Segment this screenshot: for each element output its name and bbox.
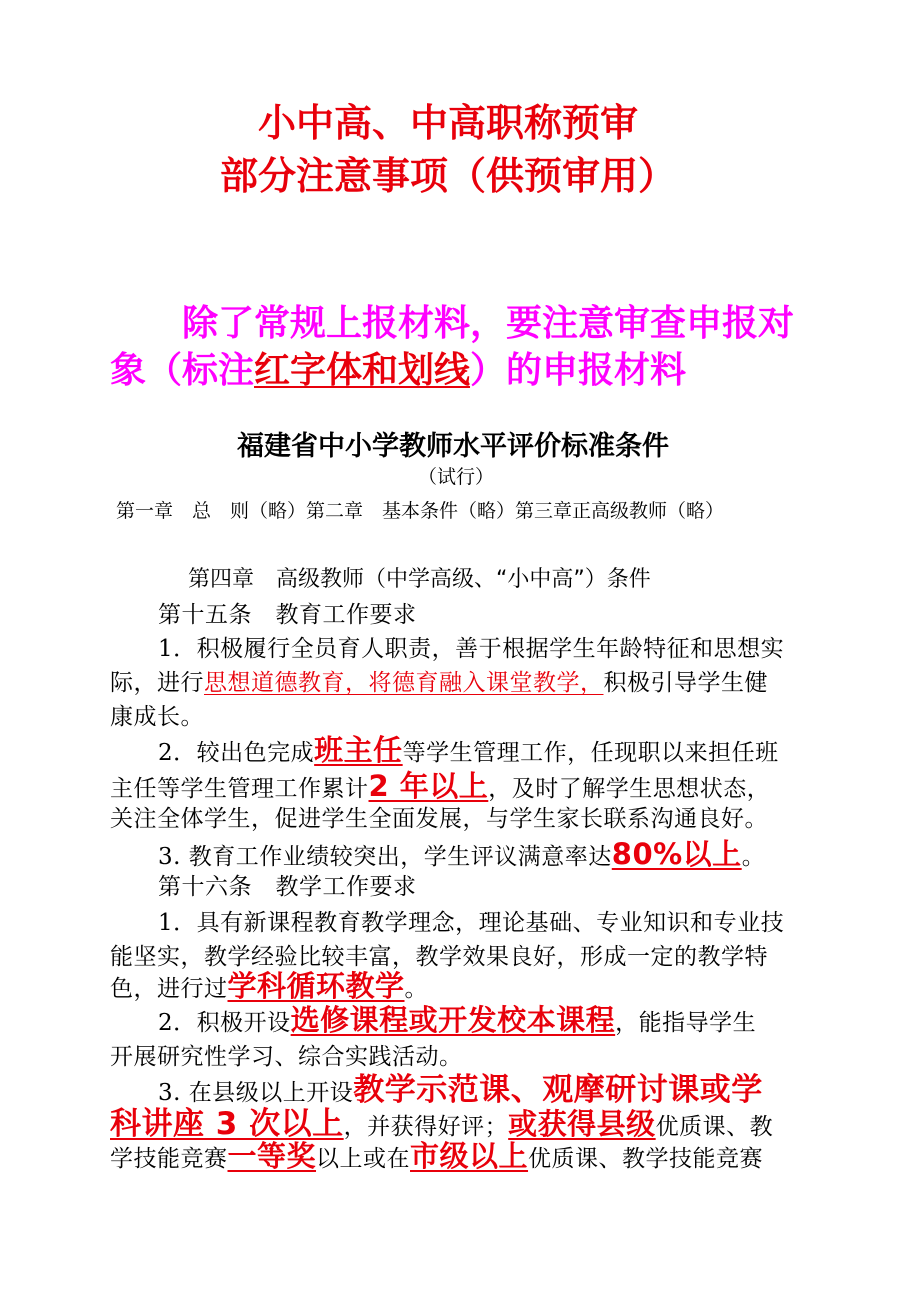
chapter-4-heading: 第四章 高级教师（中学高级、“小中高”）条件 bbox=[188, 567, 651, 592]
plain-text: 以上或在 bbox=[316, 1146, 411, 1172]
article-15-p1-line2 bbox=[110, 664, 768, 697]
highlighted-text: 选修课程或开发校本课程 bbox=[290, 1003, 616, 1037]
plain-text: 2．积极开设 bbox=[158, 1010, 291, 1036]
highlighted-text: 2 年以上 bbox=[368, 769, 489, 803]
plain-text: 积极引导学生健 bbox=[603, 670, 768, 696]
plain-text: 学技能竞赛 bbox=[110, 1146, 228, 1172]
plain-text: 3. 在县级以上开设 bbox=[158, 1080, 354, 1106]
plain-text: ，能指导学生 bbox=[615, 1010, 757, 1036]
highlighted-text: 或获得县级 bbox=[508, 1107, 656, 1141]
plain-text: 3. 教育工作业绩较突出，学生评议满意率达 bbox=[158, 844, 612, 870]
highlighted-text: 思想道德教育，将德育融入课堂教学， bbox=[204, 670, 604, 696]
article-15-p1-line3: 康成长。 bbox=[110, 704, 204, 730]
plain-text: 色，进行过 bbox=[110, 976, 228, 1002]
article-15-p1-line1: 1．积极履行全员育人职责，善于根据学生年龄特征和思想实 bbox=[158, 636, 785, 662]
article-16-p2-line1 bbox=[158, 998, 756, 1039]
plain-text: 际，进行 bbox=[110, 670, 204, 696]
document-subtitle: （试行） bbox=[418, 466, 495, 488]
plain-text: 优质课、教 bbox=[655, 1114, 774, 1140]
notice-text: 象（标注 bbox=[110, 350, 255, 391]
plain-text: 。 bbox=[741, 844, 766, 870]
notice-line-2 bbox=[110, 342, 686, 393]
plain-text: 优质课、教学技能竞赛 bbox=[528, 1146, 764, 1172]
article-15-p3 bbox=[158, 832, 765, 873]
plain-text: ，及时了解学生思想状态， bbox=[488, 776, 771, 802]
article-16-p1-line1: 1．具有新课程教育教学理念，理论基础、专业知识和专业技 bbox=[158, 910, 785, 936]
notice-line-1: 除了常规上报材料，要注意审查申报对 bbox=[182, 303, 795, 344]
article-15-p2-line1 bbox=[158, 728, 779, 769]
plain-text: 主任等学生管理工作累计 bbox=[110, 776, 369, 802]
article-16-heading: 第十六条 教学工作要求 bbox=[158, 874, 417, 900]
highlighted-text: 一等奖 bbox=[227, 1139, 317, 1173]
highlighted-text: 科讲座 3 次以上 bbox=[110, 1106, 344, 1142]
article-15-p2-line3: 关注全体学生，促进学生全面发展，与学生家长联系沟通良好。 bbox=[110, 806, 768, 832]
chapter-summary: 第一章 总 则（略）第二章 基本条件（略）第三章正高级教师（略） bbox=[116, 500, 725, 522]
plain-text: 。 bbox=[404, 976, 429, 1002]
article-16-p3-line3 bbox=[110, 1134, 763, 1175]
title-line-2: 部分注意事项（供预审用） bbox=[220, 154, 677, 198]
plain-text: ，并获得好评； bbox=[343, 1114, 509, 1140]
article-16-p2-line2: 开展研究性学习、综合实践活动。 bbox=[110, 1044, 463, 1070]
notice-highlight: 红字体和划线 bbox=[254, 350, 471, 391]
notice-text: ）的申报材料 bbox=[470, 350, 687, 391]
highlighted-text: 市级以上 bbox=[410, 1139, 529, 1173]
highlighted-text: 班主任 bbox=[314, 733, 403, 767]
highlighted-text: 学科循环教学 bbox=[227, 969, 405, 1003]
highlighted-text: 80%以上 bbox=[611, 837, 742, 871]
document-title: 福建省中小学教师水平评价标准条件 bbox=[237, 431, 669, 462]
article-16-p1-line2: 能坚实，教学经验比较丰富，教学效果良好，形成一定的教学特 bbox=[110, 944, 768, 970]
title-line-1: 小中高、中高职称预审 bbox=[258, 101, 639, 145]
article-15-p2-line2 bbox=[110, 764, 770, 805]
plain-text: 2．较出色完成 bbox=[158, 740, 315, 766]
plain-text: 等学生管理工作，任现职以来担任班 bbox=[402, 740, 779, 766]
highlighted-text: 教学示范课、观摩研讨课或学 bbox=[353, 1072, 763, 1108]
article-15-heading: 第十五条 教育工作要求 bbox=[158, 602, 417, 628]
